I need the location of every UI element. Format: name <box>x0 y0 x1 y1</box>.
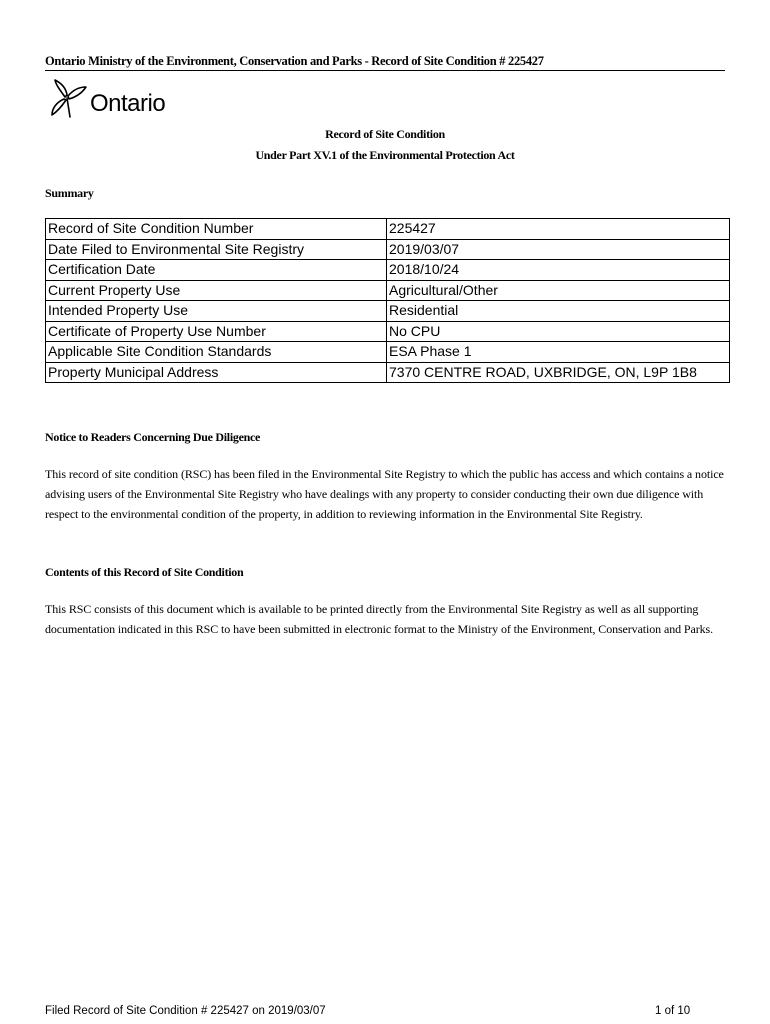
summary-label: Date Filed to Environmental Site Registry <box>46 239 387 260</box>
footer-filing-info: Filed Record of Site Condition # 225427 on 2019/03/07 <box>45 1005 326 1017</box>
page-number: 1 of 10 <box>655 1005 691 1017</box>
summary-value: 225427 <box>387 219 730 240</box>
page-header: Ontario Ministry of the Environment, Conservation and Parks - Record of Site Condition # 225427 <box>45 54 544 68</box>
contents-paragraph: This RSC consists of this document which is available to be printed directly from the Environmental Site Registry as well as all supporting documentation indicated in this RSC to have been submitted in electronic format to the Ministry of the Environment, Conservation and Parks. <box>45 602 713 636</box>
document-subtitle: Under Part XV.1 of the Environmental Protection Act <box>255 148 515 162</box>
summary-label: Current Property Use <box>46 280 387 301</box>
summary-value: ESA Phase 1 <box>387 342 730 363</box>
table-row <box>46 321 730 342</box>
summary-table <box>45 218 730 383</box>
header-divider <box>45 70 725 71</box>
summary-label: Intended Property Use <box>46 301 387 322</box>
table-row <box>46 219 730 240</box>
ontario-logo <box>46 77 178 121</box>
summary-value: 2018/10/24 <box>387 260 730 281</box>
summary-label: Certificate of Property Use Number <box>46 321 387 342</box>
summary-value: 2019/03/07 <box>387 239 730 260</box>
notice-paragraph: This record of site condition (RSC) has been filed in the Environmental Site Registry to which the public has access and which contains a notice advising users of the Environmental Site Registry who have dealings with any property to consider conducting their own due diligence with respect to the environmental condition of the property, in addition to reviewing information in the Environmental Site Registry. <box>45 467 724 521</box>
summary-value: Residential <box>387 301 730 322</box>
table-row <box>46 280 730 301</box>
summary-value: Agricultural/Other <box>387 280 730 301</box>
summary-label: Record of Site Condition Number <box>46 219 387 240</box>
notice-heading: Notice to Readers Concerning Due Diligence <box>45 430 261 444</box>
table-row <box>46 301 730 322</box>
summary-label: Property Municipal Address <box>46 362 387 383</box>
summary-label: Applicable Site Condition Standards <box>46 342 387 363</box>
summary-value: 7370 CENTRE ROAD, UXBRIDGE, ON, L9P 1B8 <box>387 362 730 383</box>
table-row <box>46 260 730 281</box>
summary-heading: Summary <box>45 186 94 200</box>
trillium-icon <box>46 77 90 121</box>
table-row <box>46 362 730 383</box>
logo-wordmark: Ontario <box>90 90 166 117</box>
document-title: Record of Site Condition <box>325 127 445 141</box>
contents-heading: Contents of this Record of Site Condition <box>45 565 244 579</box>
summary-value: No CPU <box>387 321 730 342</box>
summary-label: Certification Date <box>46 260 387 281</box>
table-row <box>46 239 730 260</box>
table-row <box>46 342 730 363</box>
